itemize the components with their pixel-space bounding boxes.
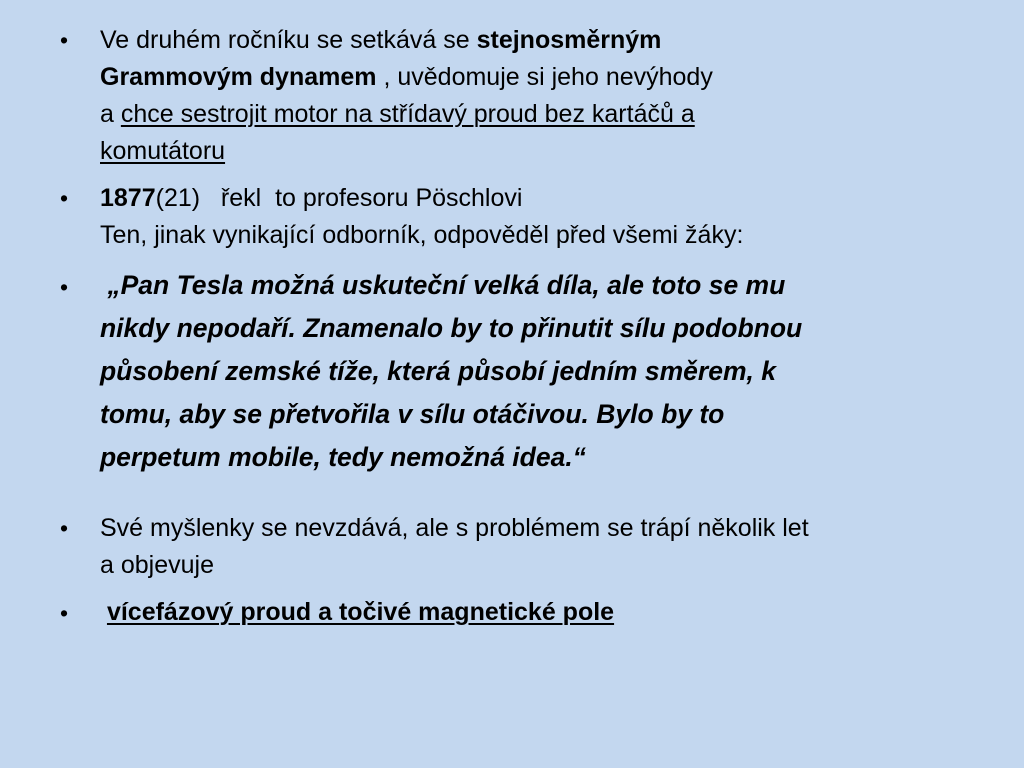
item-line: Své myšlenky se nevzdává, ale s problémem se trápí několik let [100,514,809,542]
quote-item [58,264,978,479]
item-line [100,96,978,133]
year-text: 1877 [100,184,156,212]
quote-line: perpetum mobile, tedy nemožná idea.“ [100,442,586,472]
item-line [100,59,978,96]
item-text: Ve druhém ročníku se setkává se [100,26,477,54]
quote-line: „Pan Tesla možná uskuteční velká díla, ale toto se mu [100,270,786,300]
bullet-icon: • [60,274,69,300]
bullet-icon: • [60,27,69,53]
bullet-icon: • [60,515,69,541]
item-underlined-text: komutátoru [100,137,226,165]
list-item [58,22,978,170]
list-item [58,180,978,254]
item-line [100,180,978,217]
item-underlined-bold-text: vícefázový proud a točivé magnetické pole [106,598,615,626]
item-underlined-text: chce sestrojit motor na střídavý proud bez kartáčů a [120,100,695,128]
item-line: a objevuje [100,551,214,579]
quote-line: nikdy nepodaří. Znamenalo by to přinutit sílu podobnou [100,313,803,343]
list-item [58,594,978,631]
item-bold-text: stejnosměrným [476,26,662,54]
item-line [100,594,978,631]
bullet-list [58,22,978,631]
item-text: (21) řekl to profesoru Pöschlovi [155,184,523,212]
list-item [58,510,978,584]
item-text: , uvědomuje si jeho nevýhody [376,63,713,91]
item-bold-text: Grammovým dynamem [100,63,377,91]
bullet-icon: • [60,600,69,626]
quote-line: tomu, aby se přetvořila v sílu otáčivou. Bylo by to [100,399,725,429]
item-text: a [100,100,121,128]
item-line [100,133,978,170]
item-line [100,22,978,59]
item-text: Ten, jinak vynikající odborník, odpověděl před všemi žáky: [100,221,744,249]
item-line [100,217,978,254]
quote-line: působení zemské tíže, která působí jedním směrem, k [100,356,776,386]
bullet-icon: • [60,185,69,211]
